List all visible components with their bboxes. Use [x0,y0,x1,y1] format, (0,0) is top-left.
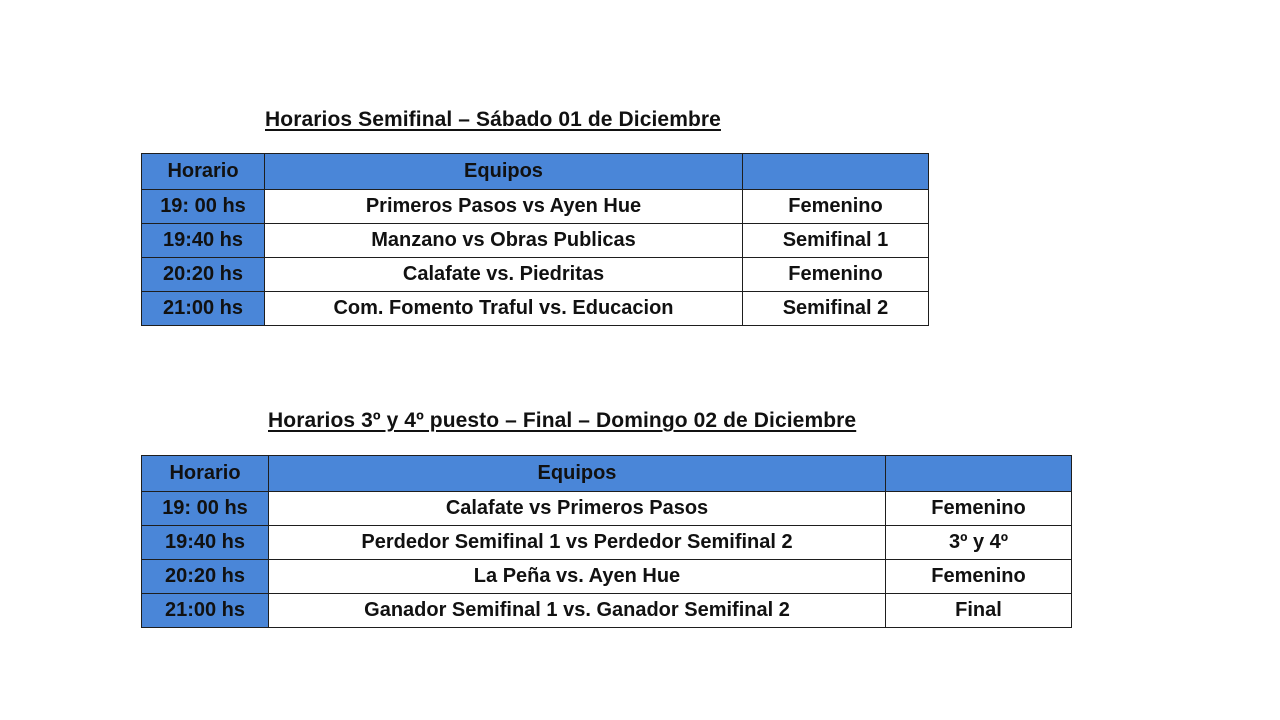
match-category: Final [886,594,1072,628]
column-header-category [743,154,929,190]
saturday-schedule-table [141,153,929,326]
match-category: Semifinal 2 [743,292,929,326]
table-row [142,190,929,224]
column-header-time: Horario [142,456,269,492]
match-time: 20:20 hs [142,258,265,292]
table-row [142,258,929,292]
saturday-schedule-title: Horarios Semifinal – Sábado 01 de Diciembre [265,108,721,131]
match-time: 21:00 hs [142,594,269,628]
sunday-schedule-title: Horarios 3º y 4º puesto – Final – Domingo 02 de Diciembre [268,409,857,432]
match-teams: Com. Fomento Traful vs. Educacion [265,292,743,326]
match-time: 20:20 hs [142,560,269,594]
match-category: Femenino [743,190,929,224]
match-time: 19: 00 hs [142,190,265,224]
table-row [142,492,1072,526]
table-header-row [142,456,1072,492]
column-header-teams: Equipos [265,154,743,190]
match-teams: La Peña vs. Ayen Hue [269,560,886,594]
match-category: Femenino [886,492,1072,526]
column-header-time: Horario [142,154,265,190]
match-time: 19:40 hs [142,526,269,560]
column-header-teams: Equipos [269,456,886,492]
match-teams: Calafate vs. Piedritas [265,258,743,292]
table-row [142,292,929,326]
sunday-schedule-table [141,455,1072,628]
match-time: 21:00 hs [142,292,265,326]
match-time: 19: 00 hs [142,492,269,526]
match-category: Femenino [743,258,929,292]
match-teams: Ganador Semifinal 1 vs. Ganador Semifinal 2 [269,594,886,628]
table-row [142,224,929,258]
match-category: 3º y 4º [886,526,1072,560]
table-row [142,526,1072,560]
match-teams: Perdedor Semifinal 1 vs Perdedor Semifinal 2 [269,526,886,560]
column-header-category [886,456,1072,492]
table-header-row [142,154,929,190]
table-row [142,560,1072,594]
table-row [142,594,1072,628]
match-time: 19:40 hs [142,224,265,258]
match-teams: Calafate vs Primeros Pasos [269,492,886,526]
match-category: Femenino [886,560,1072,594]
match-teams: Manzano vs Obras Publicas [265,224,743,258]
match-category: Semifinal 1 [743,224,929,258]
match-teams: Primeros Pasos vs Ayen Hue [265,190,743,224]
